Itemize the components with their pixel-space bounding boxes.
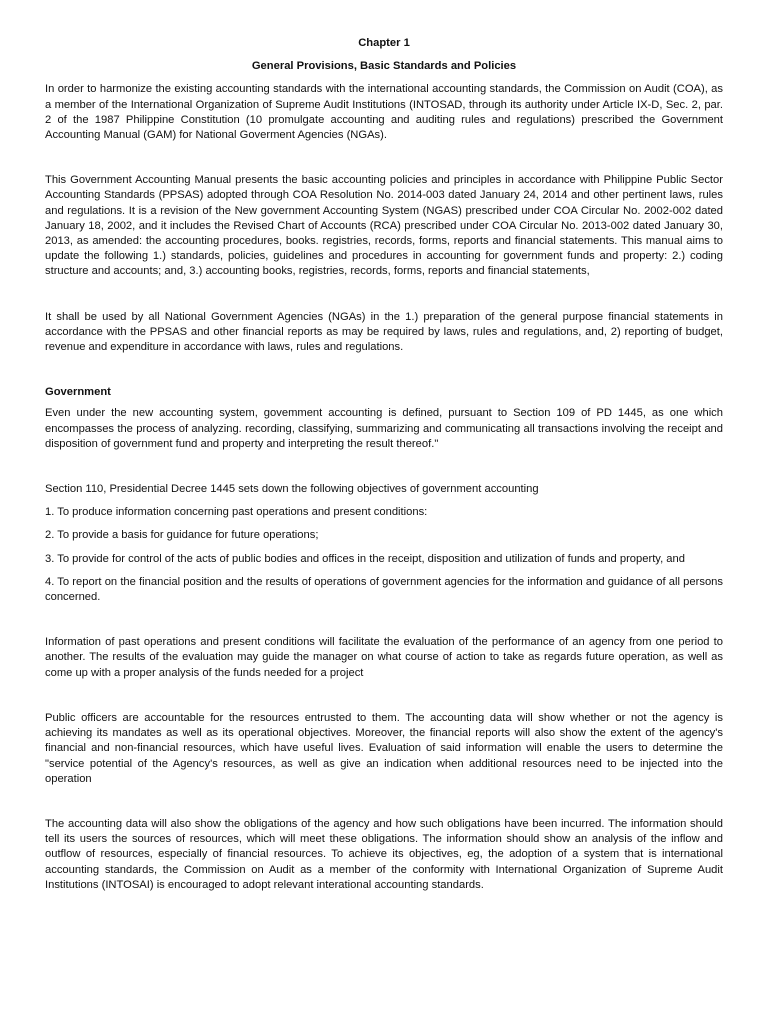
list-item-objective-2: 2. To provide a basis for guidance for future operations; xyxy=(45,529,319,542)
list-item-objective-1: 1. To produce information concerning past operations and present conditions: xyxy=(45,506,428,519)
paragraph-usage: It shall be used by all National Government Agencies (NGAs) in the 1.) preparation of the general purpose financial statements in accordance with the PPSAS and other financial reports as may be required by laws, rules and regulations, and, 2) reporting of budget, revenue and expenditure in accordance with laws, rules and regulations. xyxy=(45,310,723,354)
paragraph-obligations: The accounting data will also show the obligations of the agency and how such obligations have been incurred. The information should tell its users the sources of resources, which will meet these obligations. The information should show an analysis of the inflow and outflow of resources, especially of financial resources. To achieve its objectives, eg, the adoption of a system that is international accounting standards, the Commission on Audit as a member of the conformity with International Organization of Supreme Audit Institutions (INTOSAI) is encouraged to adopt relevant interational accounting standards. xyxy=(45,817,723,891)
chapter-heading: Chapter 1 xyxy=(358,37,410,49)
paragraph-accountability: Public officers are accountable for the resources entrusted to them. The accounting data will show whether or not the agency is achieving its mandates as well as its operational objectives. Moreover, the financial reports will also show the extent of the agency's financial and non-financial resources, which have useful lives. Evaluation of said information will enable the users to determine the "service potential of the Agency's resources, as well as give an indication when additional resources need to be injected into the operation xyxy=(45,711,723,785)
paragraph-intro: In order to harmonize the existing accounting standards with the international accounting standards, the Commission on Audit (COA), as a member of the International Organization of Supreme Audit Institutions (INTOSAD, through its authority under Article IX-D, Sec. 2, par. 2 of the 1987 Philippine Constitution (10 promulgate accounting and auditing rules and regulations) prescribed the Government Accounting Manual (GAM) for National Goverment Agencies (NGAs). xyxy=(45,83,723,142)
paragraph-objectives-intro: Section 110, Presidential Decree 1445 sets down the following objectives of government accounting xyxy=(45,483,539,496)
section-heading-government: Government xyxy=(45,386,111,399)
paragraph-gam-description: This Government Accounting Manual presents the basic accounting policies and principles in accordance with Philippine Public Sector Accounting Standards (PPSAS) adopted through COA Resolution No. 2014-003 dated January 24, 2014 and other pertinent laws, rules and regulations. It is a revision of the New government Accounting System (NGAS) prescribed under COA Circular No. 2002-002 dated January 18, 2002, and it includes the Revised Chart of Accounts (RCA) prescribed under COA Circular No. 2013-002 dated January 30, 2013, as amended: the accounting procedures, books. registries, records, forms, reports and financial statements. This manual aims to update the following 1.) standards, policies, guidelines and procedures in accounting for government funds and property: 2.) coding structure and accounts; and, 3.) accounting books, registries, records, forms, reports and financial statements, xyxy=(45,174,723,278)
chapter-title: General Provisions, Basic Standards and Policies xyxy=(251,60,517,73)
document-page xyxy=(45,36,723,893)
paragraph-definition: Even under the new accounting system, govemment accounting is defined, pursuant to Section 109 of PD 1445, as one which encompasses the process of analyzing. recording, classifying, summarizing and communicating all transactions involving the receipt and disposition of government fund and property and interpreting the result thereof." xyxy=(45,407,723,450)
list-item-objective-4: 4. To report on the financial position and the results of operations of government agencies for the information and guidance of all persons concerned. xyxy=(45,575,723,604)
paragraph-past-operations: Information of past operations and present conditions will facilitate the evaluation of the performance of an agency from one period to another. The results of the evaluation may guide the manager on what course of action to take as regards future operation, as well as come up with a proper analysis of the funds needed for a project xyxy=(45,636,723,679)
list-item-objective-3: 3. To provide for control of the acts of public bodies and offices in the receipt, disposition and utilization of funds and property, and xyxy=(45,552,685,565)
